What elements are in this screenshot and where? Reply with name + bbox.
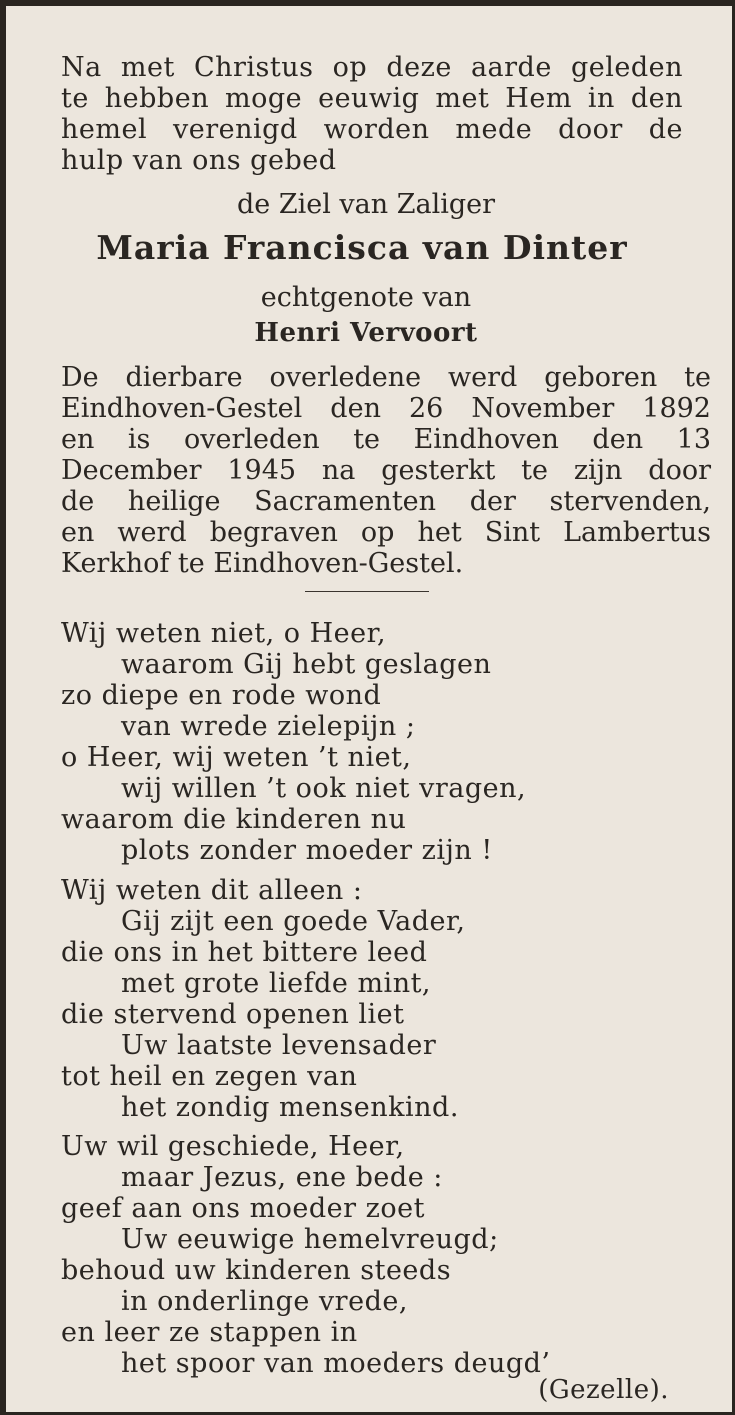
bio-line: December 1945 na gesterkt te zijn door (61, 455, 711, 486)
bio-line: Kerkhof te Eindhoven-Gestel. (61, 548, 464, 579)
poem-line: o Heer, wij weten ’t niet, (61, 742, 412, 773)
intro-paragraph (61, 52, 683, 176)
poem-line: Wij weten dit alleen : (61, 875, 363, 906)
spouse-name: Henri Vervoort (254, 318, 478, 348)
poem-line: maar Jezus, ene bede : (121, 1162, 443, 1193)
poem-line: Uw laatste levensader (121, 1030, 437, 1061)
spouse-label: echtgenote van (260, 282, 472, 313)
bio-line: en is overleden te Eindhoven den 13 (61, 424, 711, 455)
poem-author: (Gezelle). (538, 1375, 669, 1405)
poem-line: en leer ze stappen in (61, 1317, 358, 1348)
poem-line: Gij zijt een goede Vader, (121, 906, 466, 937)
poem-line: met grote liefde mint, (121, 968, 432, 999)
poem-line: geef aan ons moeder zoet (61, 1193, 425, 1224)
poem-line: van wrede zielepijn ; (121, 711, 416, 742)
poem-stanza-3 (61, 1131, 701, 1379)
poem-line: behoud uw kinderen steeds (61, 1255, 452, 1286)
poem-line: in onderlinge vrede, (121, 1286, 408, 1317)
bio-line: de heilige Sacramenten der stervenden, (61, 486, 711, 517)
bio-line: en werd begraven op het Sint Lambertus (61, 517, 711, 548)
poem-line: het zondig mensenkind. (121, 1092, 459, 1123)
poem-line: Wij weten niet, o Heer, (61, 618, 387, 649)
biography-paragraph (61, 362, 711, 579)
poem-line: Uw eeuwige hemelvreugd; (121, 1224, 499, 1255)
poem-line: het spoor van moeders deugd’ (121, 1348, 551, 1379)
intro-line: Na met Christus op deze aarde geleden (61, 52, 683, 83)
poem-line: die ons in het bittere leed (61, 937, 428, 968)
deceased-name: Maria Francisca van Dinter (96, 228, 628, 267)
bio-line: Eindhoven-Gestel den 26 November 1892 (61, 393, 711, 424)
poem-line: waarom die kinderen nu (61, 804, 407, 835)
intro-line: hemel verenigd worden mede door de (61, 114, 683, 145)
memorial-card (6, 6, 732, 1412)
poem-line: waarom Gij hebt geslagen (121, 649, 492, 680)
poem-line: plots zonder moeder zijn ! (121, 835, 493, 866)
intro-line: hulp van ons gebed (61, 145, 337, 176)
ziel-line: de Ziel van Zaliger (236, 189, 496, 220)
poem-line: zo diepe en rode wond (61, 680, 382, 711)
divider (305, 591, 429, 592)
poem-stanza-1 (61, 618, 701, 866)
poem-line: wij willen ’t ook niet vragen, (121, 773, 527, 804)
poem-line: Uw wil geschiede, Heer, (61, 1131, 405, 1162)
poem-line: tot heil en zegen van (61, 1061, 358, 1092)
poem-line: die stervend openen liet (61, 999, 405, 1030)
intro-line: te hebben moge eeuwig met Hem in den (61, 83, 683, 114)
poem-stanza-2 (61, 875, 701, 1123)
bio-line: De dierbare overledene werd geboren te (61, 362, 711, 393)
